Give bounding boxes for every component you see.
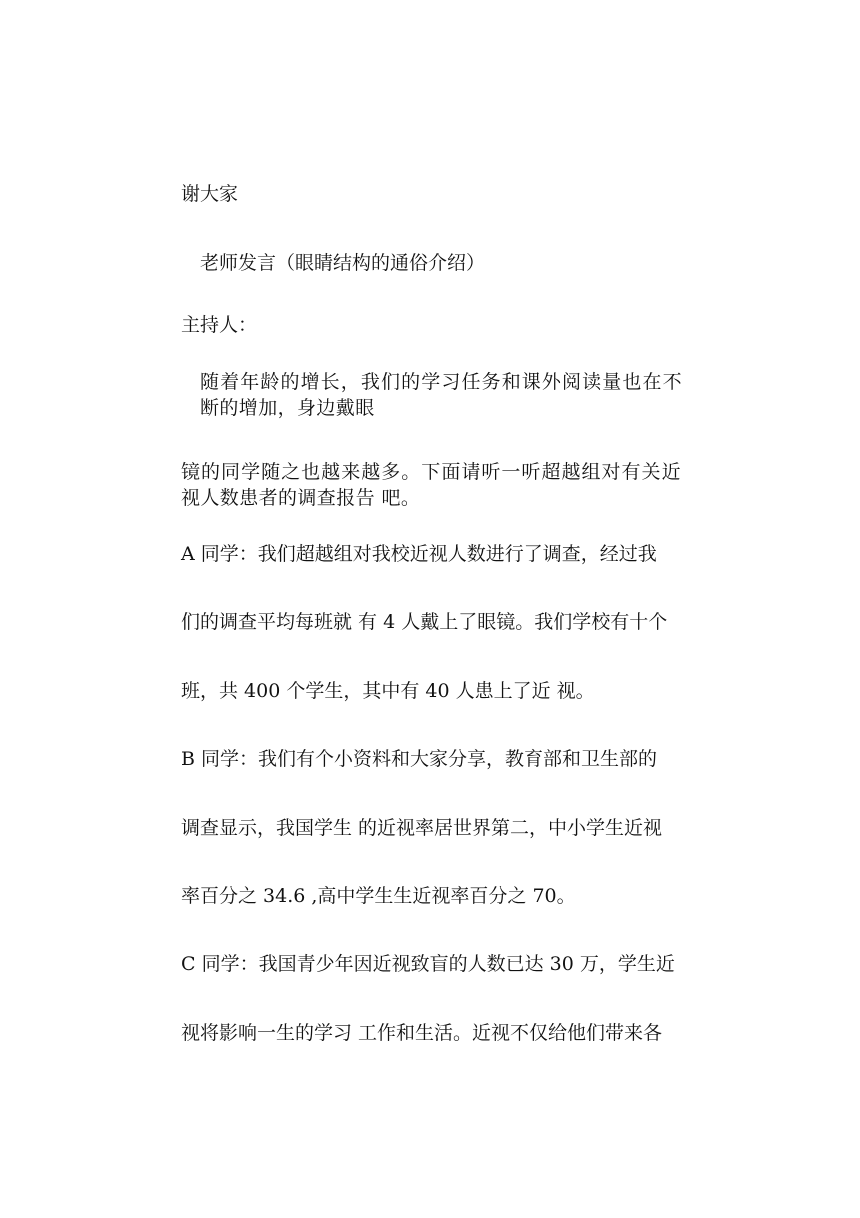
student-b-line-1: B 同学：我们有个小资料和大家分享，教育部和卫生部的 (181, 748, 658, 770)
closing-line: 谢大家 (181, 183, 239, 205)
student-a-line-1: A 同学：我们超越组对我校近视人数进行了调查，经过我 (181, 543, 657, 565)
teacher-speech-heading: 老师发言（眼睛结构的通俗介绍） (200, 252, 486, 274)
student-b-line-2: 调查显示，我国学生 的近视率居世界第二，中小学生近视 (181, 817, 663, 839)
host-paragraph-2: 镜的同学随之也越来越多。下面请听一听超越组对有关近视人数患者的调查报告 吧。 (181, 461, 681, 509)
student-a-line-2: 们的调查平均每班就 有 4 人戴上了眼镜。我们学校有十个 (181, 611, 668, 633)
host-label: 主持人： (181, 314, 258, 336)
host-paragraph-1: 随着年龄的增长，我们的学习任务和课外阅读量也在不断的增加，身边戴眼 (200, 371, 682, 419)
student-c-line-1: C 同学：我国青少年因近视致盲的人数已达 30 万，学生近 (181, 953, 675, 975)
student-a-line-3: 班，共 400 个学生，其中有 40 人患上了近 视。 (181, 680, 595, 702)
student-b-line-3: 率百分之 34.6 ,高中学生生近视率百分之 70。 (181, 885, 576, 907)
student-c-line-2: 视将影响一生的学习 工作和生活。近视不仅给他们带来各 (181, 1022, 663, 1044)
